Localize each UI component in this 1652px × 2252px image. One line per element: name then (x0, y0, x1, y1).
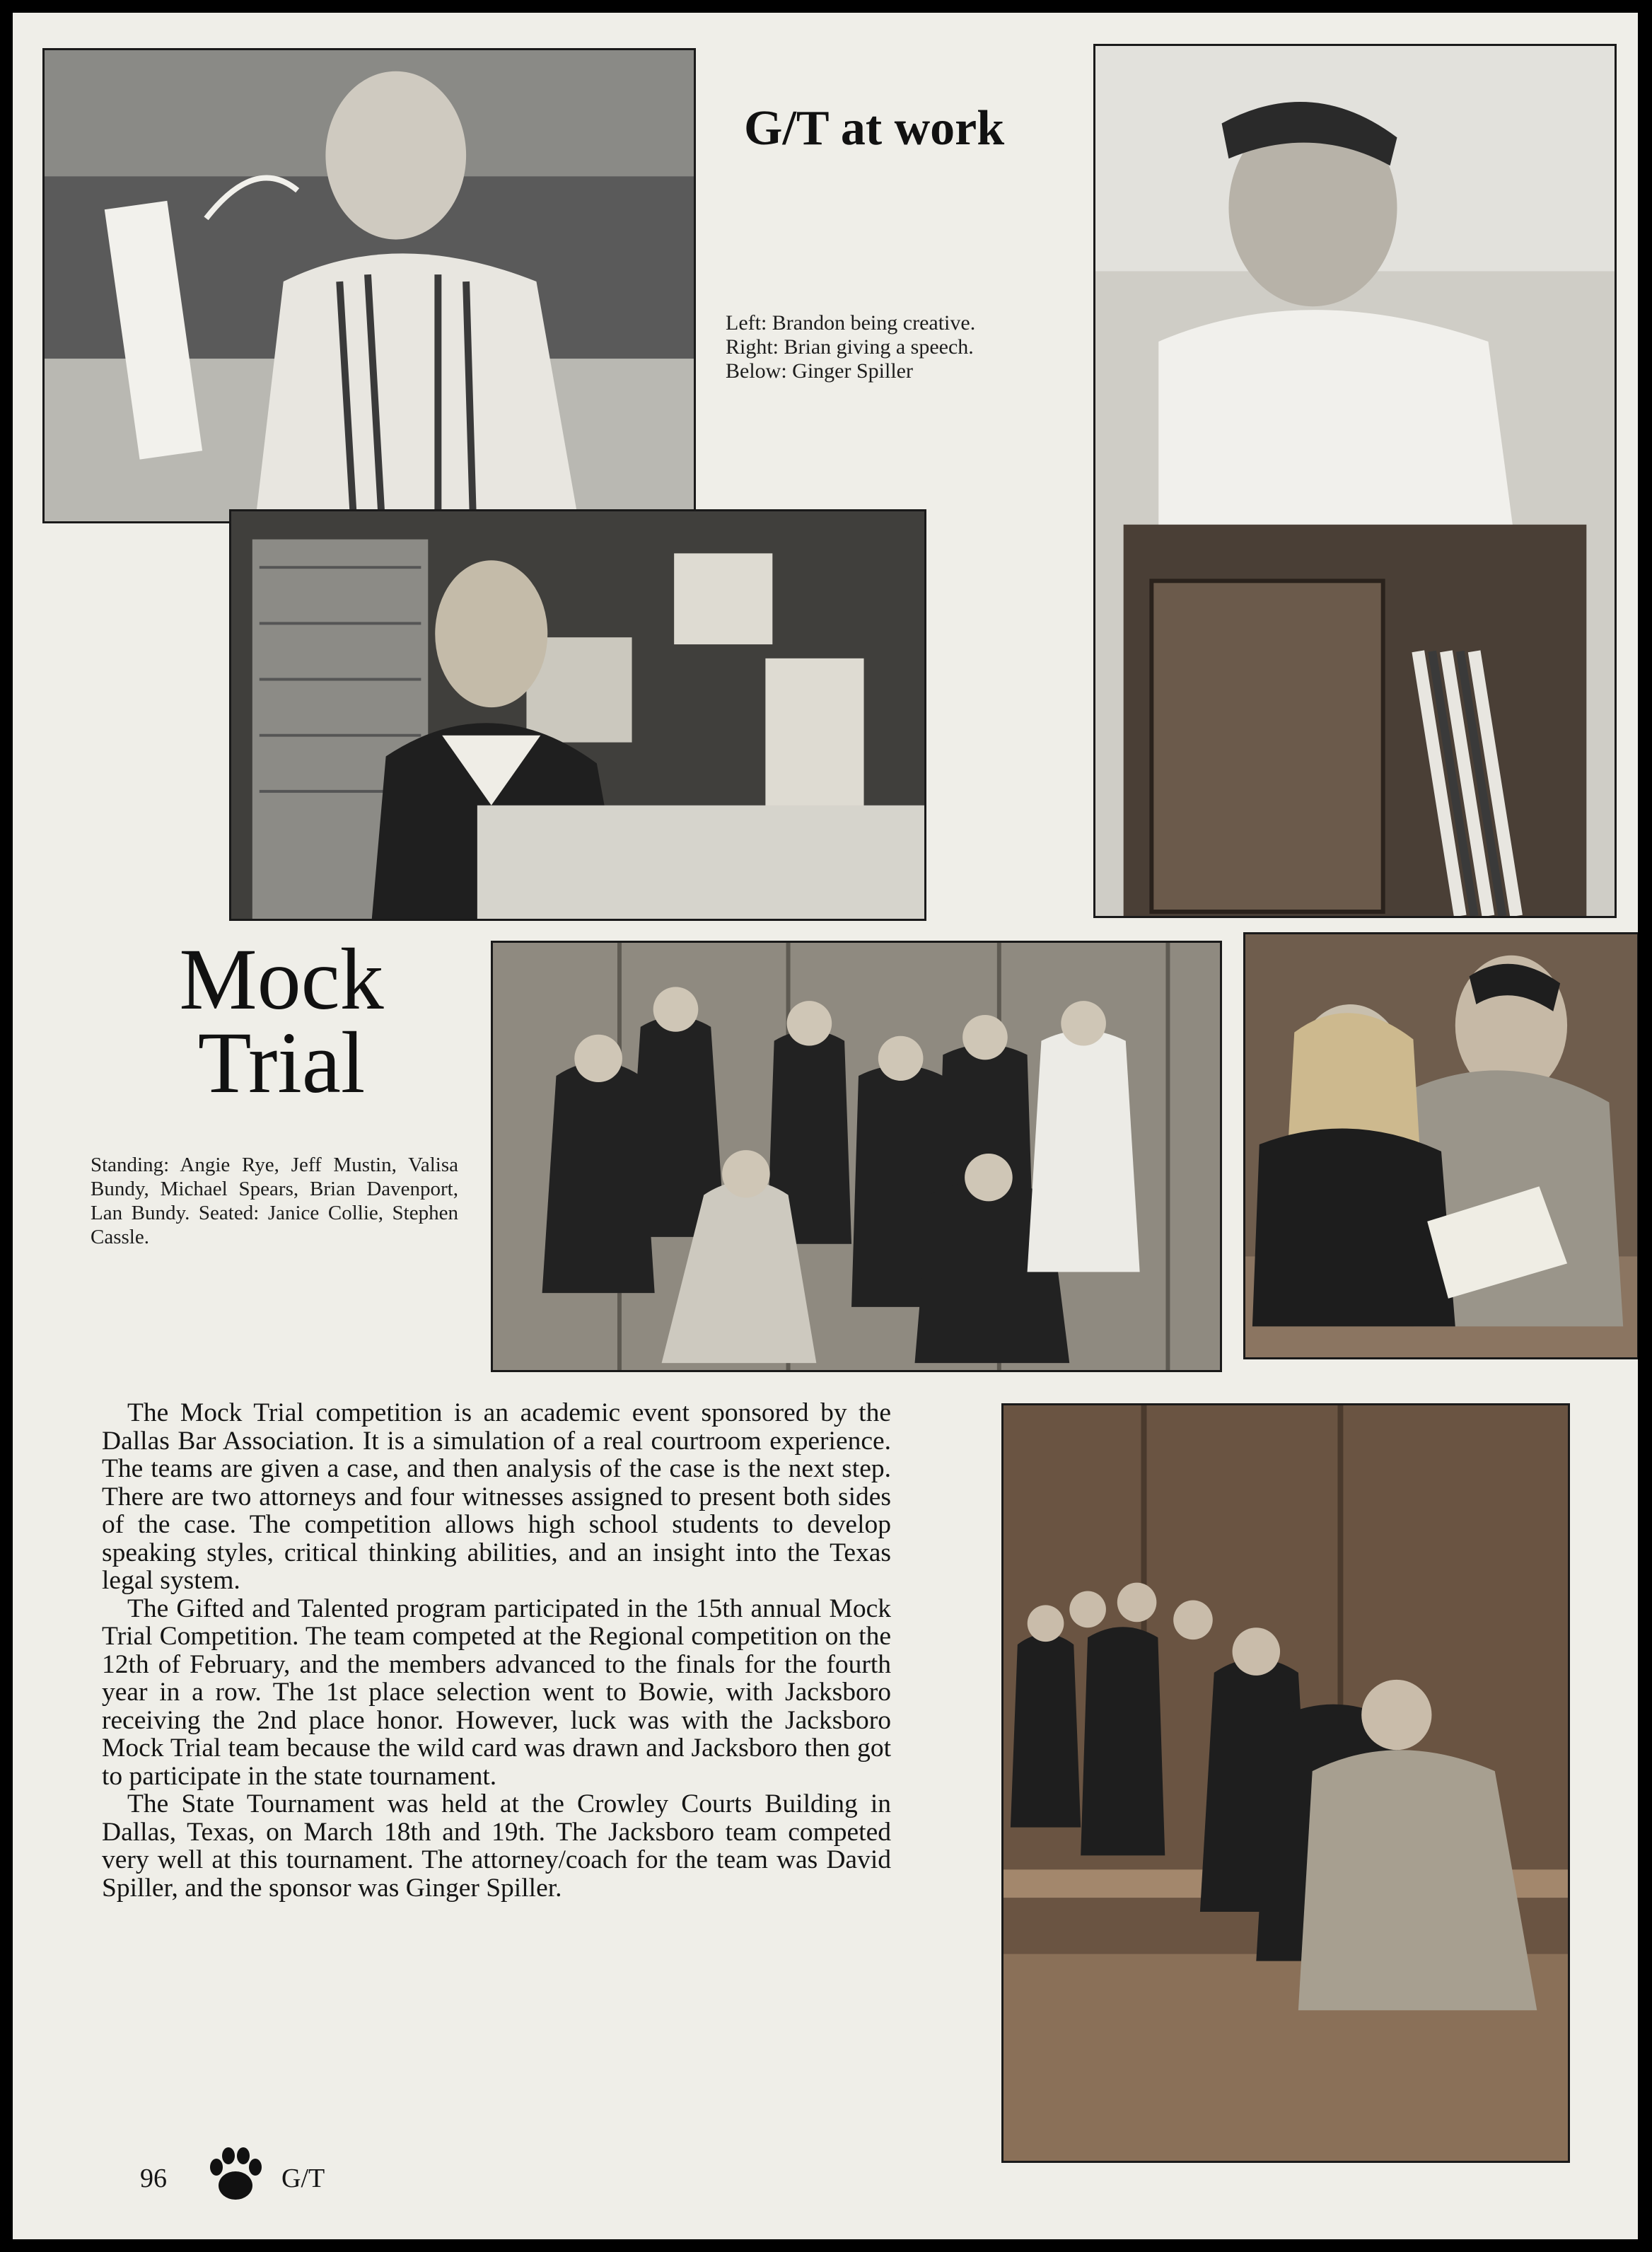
photo-mock-trial-courtroom (1001, 1403, 1570, 2163)
photo-mock-trial-review (1243, 932, 1638, 1359)
article-paragraph: The Gifted and Talented program participated in the 15th annual Mock Trial Competition. The team competed at the Regional competition on the 12th of February, and the members advanced to the finals for the fourth year in a row. The 1st place selection went to Bowie, with Jacksboro receiving the 2nd place honor. However, luck was with the Jacksboro Mock Trial team because the wild card was drawn and Jacksboro then got to participate in the state tournament. (102, 1594, 891, 1791)
gt-captions (726, 311, 1079, 383)
photo-brandon-creative (42, 48, 696, 523)
footer-section-name: G/T (281, 2164, 325, 2193)
article-paragraph: The State Tournament was held at the Crowley Courts Building in Dallas, Texas, on March 18th and 19th. The Jacksboro team competed very well at this tournament. The attorney/coach for the team was David Spiller, and the sponsor was Ginger Spiller. (102, 1789, 891, 1903)
caption-right: Right: Brian giving a speech. (726, 335, 974, 359)
mock-trial-team-caption: Standing: Angie Rye, Jeff Mustin, Valisa Bundy, Michael Spears, Brian Davenport, Lan Bundy. Seated: Janice Collie, Stephen Cassle. (91, 1154, 458, 1248)
photo-brian-speech (1093, 44, 1617, 918)
caption-below: Below: Ginger Spiller (726, 359, 913, 383)
photo-mock-trial-team (491, 941, 1222, 1372)
article-paragraph: The Mock Trial competition is an academic event sponsored by the Dallas Bar Association. It is a simulation of a real courtroom experience. The teams are given a case, and then analysis of the case is the next step. There are two attorneys and four witnesses assigned to present both sides of the case. The competition allows high school students to develop speaking styles, critical thinking abilities, and an insight into the Texas legal system. (102, 1398, 891, 1595)
mock-trial-article (102, 1399, 891, 1902)
yearbook-page (13, 13, 1638, 2239)
gt-section-title: G/T at work (744, 101, 1005, 156)
paw-print-icon (204, 2144, 267, 2205)
mock-trial-title (140, 931, 423, 1111)
photo-ginger-spiller (229, 509, 926, 921)
mock-trial-title-line2: Trial (197, 1014, 366, 1111)
caption-left: Left: Brandon being creative. (726, 311, 976, 335)
page-number: 96 (140, 2164, 167, 2193)
mock-trial-title-line1: Mock (179, 931, 384, 1028)
